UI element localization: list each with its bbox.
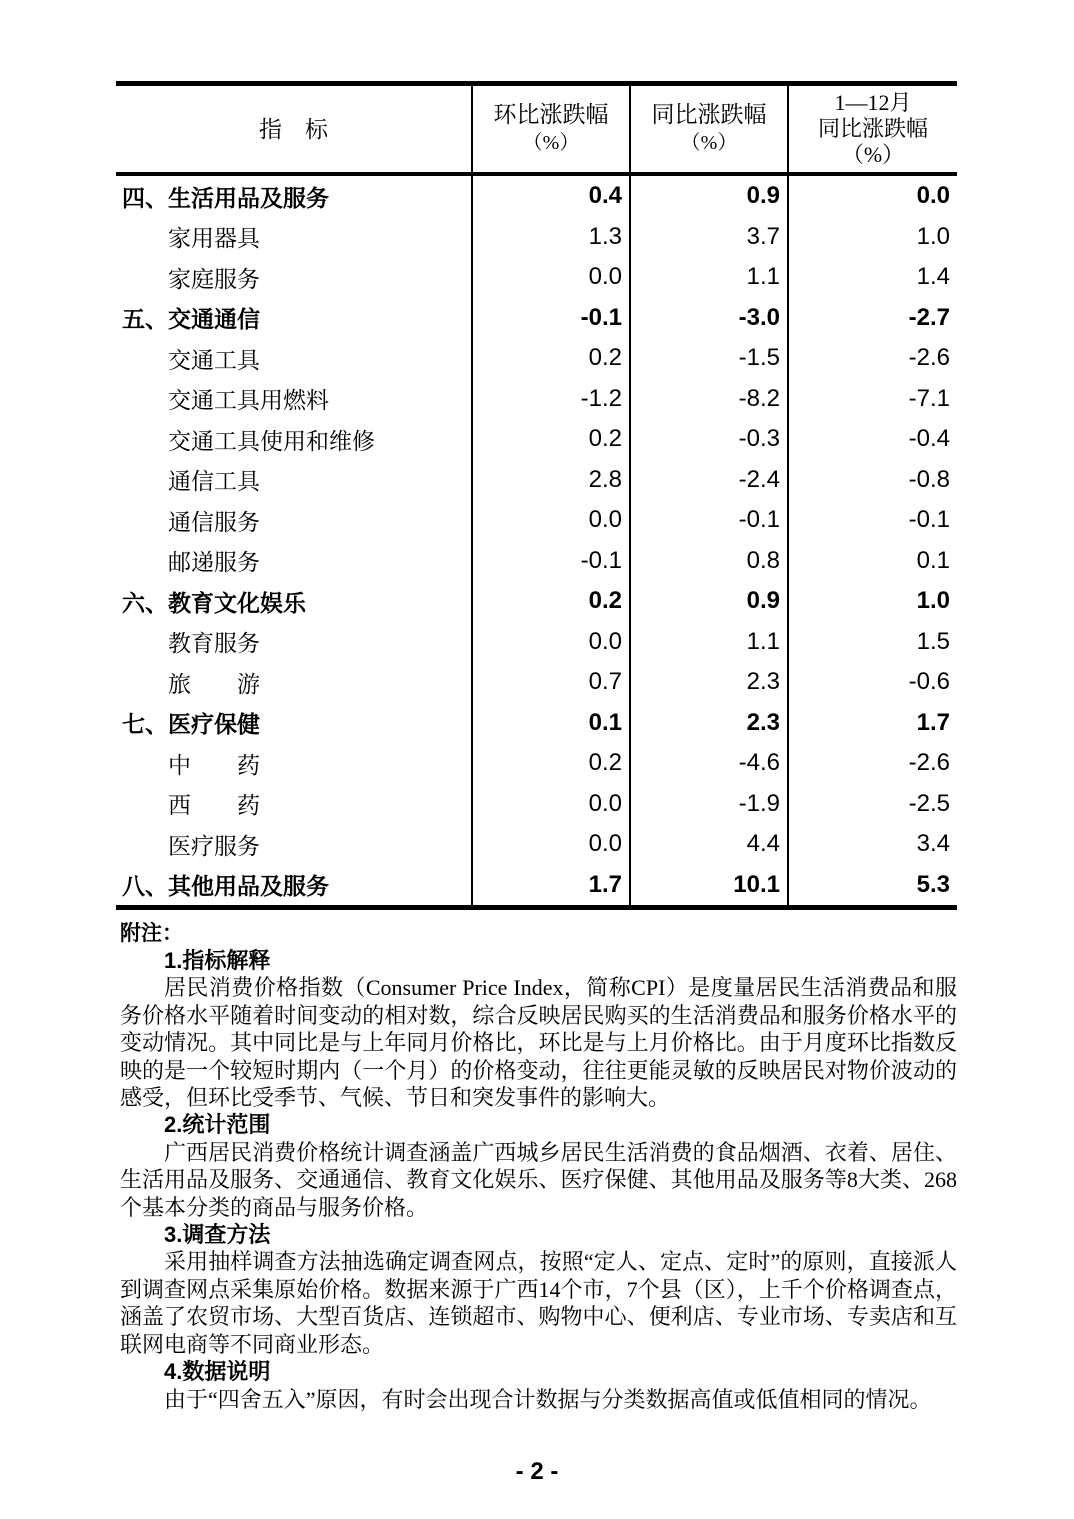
row-indicator-label: 通信工具	[168, 469, 260, 495]
row-indicator-label: 交通工具用燃料	[168, 388, 329, 414]
table-row	[116, 743, 957, 784]
row-ytd-value: 0.1	[788, 541, 957, 582]
notes-title: 附注：	[120, 922, 183, 945]
table-row	[116, 500, 957, 541]
row-mom-value: 0.0	[472, 824, 630, 865]
table-row	[116, 703, 957, 744]
row-yoy-value: -0.3	[630, 419, 788, 460]
row-mom-value: 0.2	[472, 743, 630, 784]
table-row	[116, 865, 957, 908]
header-yoy-label: 同比涨跌幅	[651, 102, 767, 127]
row-mom-value: 0.0	[472, 500, 630, 541]
table-row	[116, 338, 957, 379]
row-mom-value: -1.2	[472, 379, 630, 420]
row-mom-value: 2.8	[472, 460, 630, 501]
cpi-table	[116, 81, 957, 910]
row-yoy-value: 2.3	[630, 662, 788, 703]
row-indicator-label: 旅 游	[168, 671, 260, 697]
row-mom-value: 0.2	[472, 419, 630, 460]
table-row	[116, 541, 957, 582]
note-section	[120, 1358, 957, 1413]
table-row	[116, 622, 957, 663]
row-ytd-value: -2.6	[788, 743, 957, 784]
row-indicator-label: 西 药	[168, 793, 260, 819]
row-ytd-value: 0.0	[788, 174, 957, 217]
row-ytd-value: -0.1	[788, 500, 957, 541]
table-row	[116, 174, 957, 217]
row-ytd-value: -2.5	[788, 784, 957, 825]
note-section	[120, 1221, 957, 1358]
row-ytd-value: 1.7	[788, 703, 957, 744]
row-mom-value: 0.1	[472, 703, 630, 744]
row-indicator-label: 八、其他用品及服务	[122, 873, 329, 900]
row-ytd-value: 3.4	[788, 824, 957, 865]
row-indicator-label: 家用器具	[168, 226, 260, 252]
header-yoy-change	[630, 84, 788, 175]
header-ytd-unit: （%）	[841, 142, 905, 167]
row-yoy-value: 4.4	[630, 824, 788, 865]
header-indicator	[116, 84, 472, 175]
row-mom-value: 1.3	[472, 217, 630, 258]
row-yoy-value: 0.9	[630, 174, 788, 217]
row-yoy-value: -1.9	[630, 784, 788, 825]
note-heading: 1.指标解释	[164, 948, 271, 973]
row-indicator-label: 七、医疗保健	[122, 711, 260, 738]
note-heading: 3.调查方法	[164, 1222, 271, 1248]
header-ytd-period: 1—12月	[834, 90, 912, 115]
header-ytd-label: 同比涨跌幅	[817, 116, 928, 141]
row-indicator-label: 邮递服务	[168, 550, 260, 576]
notes-section	[120, 920, 957, 1413]
note-paragraph: 由于“四舍五入”原因，有时会出现合计数据与分类数据高值或低值相同的情况。	[164, 1386, 932, 1412]
row-indicator-label: 交通工具使用和维修	[168, 428, 375, 454]
row-indicator-label: 家庭服务	[168, 266, 260, 292]
row-mom-value: 1.7	[472, 865, 630, 908]
row-ytd-value: 1.4	[788, 257, 957, 298]
header-ytd-change	[788, 84, 957, 175]
table-row	[116, 581, 957, 622]
row-yoy-value: -8.2	[630, 379, 788, 420]
table-row	[116, 460, 957, 501]
row-indicator-label: 中 药	[168, 752, 260, 778]
row-ytd-value: -0.6	[788, 662, 957, 703]
row-ytd-value: -0.4	[788, 419, 957, 460]
table-row	[116, 662, 957, 703]
row-yoy-value: 2.3	[630, 703, 788, 744]
row-yoy-value: 0.9	[630, 581, 788, 622]
note-paragraph: 采用抽样调查方法抽选确定调查网点，按照“定人、定点、定时”的原则，直接派人到调查网点采集原始价格。数据来源于广西14个市，7个县（区），上千个价格调查点，涵盖了农贸市场、大型百货店、连锁超市、购物中心、便利店、专业市场、专卖店和互联网电商等不同商业形态。	[120, 1249, 957, 1357]
page-number: - 2 -	[515, 1458, 559, 1485]
table-header-row	[116, 84, 957, 175]
row-indicator-label: 交通工具	[168, 347, 260, 373]
row-mom-value: 0.2	[472, 338, 630, 379]
header-mom-change	[472, 84, 630, 175]
row-ytd-value: 5.3	[788, 865, 957, 908]
row-ytd-value: 1.0	[788, 217, 957, 258]
header-mom-unit: （%）	[522, 132, 580, 154]
header-yoy-unit: （%）	[680, 132, 738, 154]
row-mom-value: -0.1	[472, 298, 630, 339]
row-yoy-value: 0.8	[630, 541, 788, 582]
row-yoy-value: 1.1	[630, 622, 788, 663]
row-indicator-label: 医疗服务	[168, 833, 260, 859]
table-row	[116, 824, 957, 865]
row-mom-value: 0.4	[472, 174, 630, 217]
table-row	[116, 257, 957, 298]
row-mom-value: -0.1	[472, 541, 630, 582]
row-ytd-value: -0.8	[788, 460, 957, 501]
row-mom-value: 0.7	[472, 662, 630, 703]
row-ytd-value: -7.1	[788, 379, 957, 420]
row-yoy-value: 3.7	[630, 217, 788, 258]
row-indicator-label: 四、生活用品及服务	[122, 184, 329, 211]
table-row	[116, 298, 957, 339]
note-heading: 2.统计范围	[164, 1112, 271, 1138]
row-ytd-value: 1.5	[788, 622, 957, 663]
row-mom-value: 0.0	[472, 257, 630, 298]
table-row	[116, 419, 957, 460]
row-yoy-value: -4.6	[630, 743, 788, 784]
table-row	[116, 784, 957, 825]
row-yoy-value: -0.1	[630, 500, 788, 541]
row-indicator-label: 教育服务	[168, 631, 260, 657]
row-mom-value: 0.2	[472, 581, 630, 622]
row-ytd-value: -2.7	[788, 298, 957, 339]
row-ytd-value: 1.0	[788, 581, 957, 622]
header-indicator-label: 指 标	[259, 116, 328, 142]
row-yoy-value: 1.1	[630, 257, 788, 298]
row-mom-value: 0.0	[472, 784, 630, 825]
table-row	[116, 379, 957, 420]
note-paragraph: 居民消费价格指数（Consumer Price Index，简称CPI）是度量居民生活消费品和服务价格水平随着时间变动的相对数，综合反映居民购买的生活消费品和服务价格水平的变动情况。其中同比是与上年同月价格比，环比是与上月价格比。由于月度环比指数反映的是一个较短时期内（一个月）的价格变动，往往更能灵敏的反映居民对物价波动的感受，但环比受季节、气候、节日和突发事件的影响大。	[120, 975, 957, 1111]
note-section	[120, 947, 957, 1111]
row-yoy-value: -2.4	[630, 460, 788, 501]
row-yoy-value: -3.0	[630, 298, 788, 339]
row-yoy-value: -1.5	[630, 338, 788, 379]
row-indicator-label: 通信服务	[168, 509, 260, 535]
header-mom-label: 环比涨跌幅	[493, 102, 609, 127]
row-ytd-value: -2.6	[788, 338, 957, 379]
row-indicator-label: 五、交通通信	[122, 306, 260, 333]
row-indicator-label: 六、教育文化娱乐	[122, 589, 306, 616]
note-heading: 4.数据说明	[164, 1359, 271, 1385]
table-row	[116, 217, 957, 258]
note-paragraph: 广西居民消费价格统计调查涵盖广西城乡居民生活消费的食品烟酒、衣着、居住、生活用品及服务、交通通信、教育文化娱乐、医疗保健、其他用品及服务等8大类、268个基本分类的商品与服务价格。	[120, 1139, 957, 1220]
row-yoy-value: 10.1	[630, 865, 788, 908]
note-section	[120, 1111, 957, 1221]
row-mom-value: 0.0	[472, 622, 630, 663]
